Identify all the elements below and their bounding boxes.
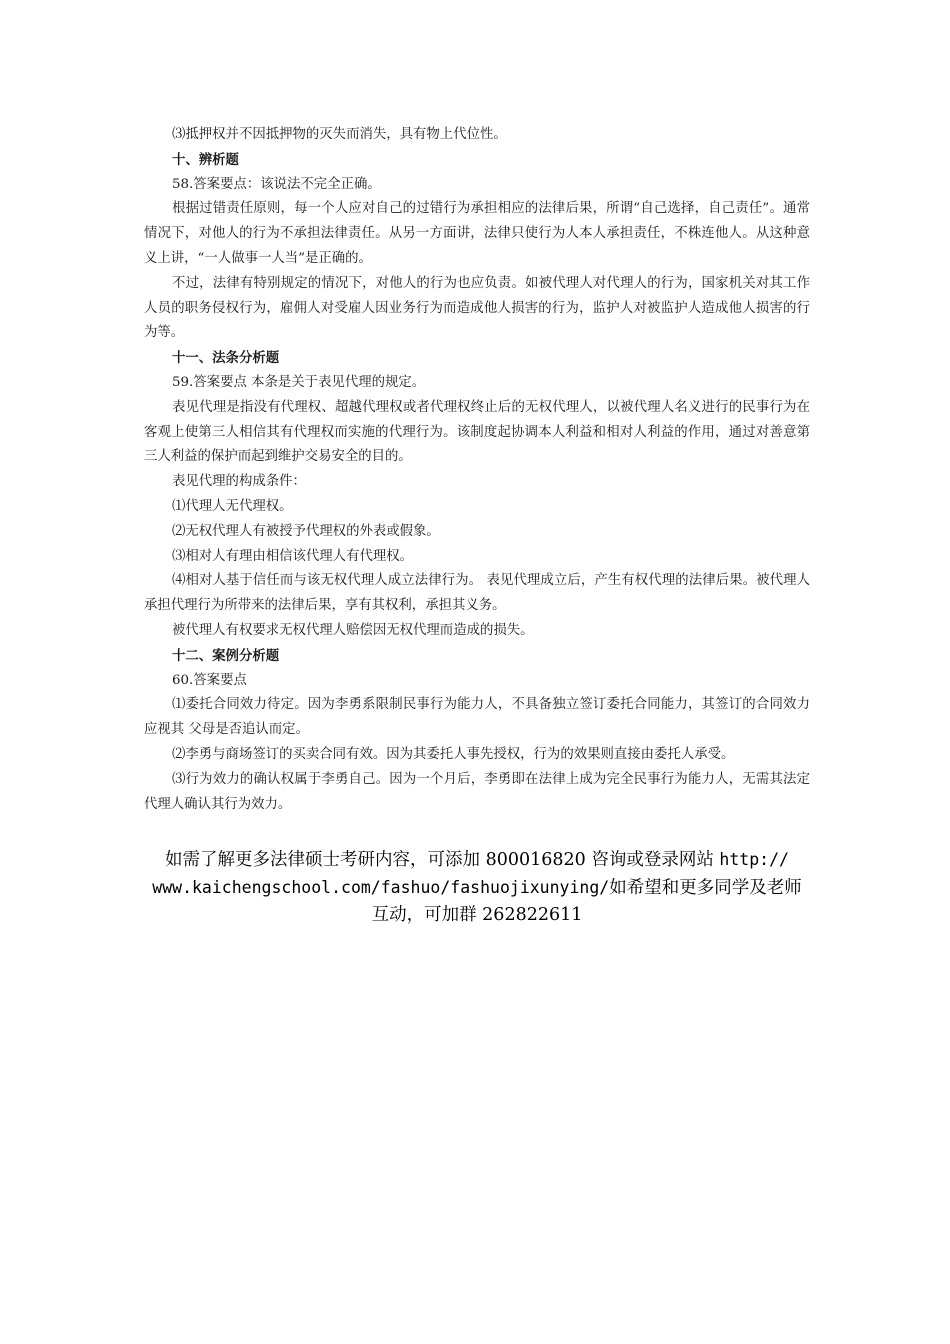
paragraph: ⑴代理人无代理权。 (172, 498, 293, 514)
paragraph: 根据过错责任原则，每一个人应对自己的过错行为承担相应的法律后果，所谓“自己选择，自己责任”。通常情况下，对他人的行为不承担法律责任。从另一方面讲，法律只使行为人本人承担责任，不株连他人。从这种意义上讲，“一人做事一人当”是正确的。 (144, 201, 810, 266)
paragraph: ⑶行为效力的确认权属于李勇自己。因为一个月后，李勇即在法律上成为完全民事行为能力人，无需其法定代理人确认其行为效力。 (144, 771, 810, 812)
promo-url-part-1[interactable]: http:// (719, 850, 789, 869)
promo-text-1: 如需了解更多法律硕士考研内容，可添加 800016820 咨询或登录网站 (165, 850, 720, 870)
paragraph: 被代理人有权要求无权代理人赔偿因无权代理而造成的损失。 (172, 622, 534, 638)
paragraph: ⑶相对人有理由相信该代理人有代理权。 (172, 548, 414, 564)
promo-text-3: 互动，可加群 262822611 (371, 905, 583, 925)
paragraph: ⑷相对人基于信任而与该无权代理人成立法律行为。 表见代理成立后，产生有权代理的法律后果。被代理人承担代理行为所带来的法律后果，享有其权利，承担其义务。 (144, 573, 810, 614)
paragraph: 58.答案要点：该说法不完全正确。 (172, 176, 381, 192)
paragraph: ⑶抵押权并不因抵押物的灭失而消失，具有物上代位性。 (172, 127, 507, 142)
section-heading: 十、辨析题 (172, 151, 239, 168)
paragraph: ⑵无权代理人有被授予代理权的外表或假象。 (172, 523, 440, 539)
paragraph: ⑵李勇与商场签订的买卖合同有效。因为其委托人事先授权，行为的效果则直接由委托人承受。 (172, 746, 735, 762)
section-heading: 十二、案例分析题 (172, 647, 280, 664)
paragraph: 59.答案要点 本条是关于表见代理的规定。 (172, 374, 426, 390)
section-heading: 十一、法条分析题 (172, 350, 280, 367)
promo-line-1 (144, 846, 810, 874)
paragraph: ⑴委托合同效力待定。因为李勇系限制民事行为能力人，不具备独立签订委托合同能力，其签订的合同效力应视其 父母是否追认而定。 (144, 697, 810, 738)
document-body (144, 123, 810, 817)
promo-text-2: 如希望和更多同学及老师 (609, 878, 802, 898)
promo-line-3 (144, 902, 810, 929)
paragraph: 表见代理的构成条件： (172, 474, 306, 490)
paragraph: 不过，法律有特别规定的情况下，对他人的行为也应负责。如被代理人对代理人的行为，国家机关对其工作人员的职务侵权行为，雇佣人对受雇人因业务行为而造成他人损害的行为，监护人对被监护人造成他人损害的行为等。 (144, 275, 810, 341)
paragraph: 表见代理是指没有代理权、超越代理权或者代理权终止后的无权代理人，以被代理人名义进行的民事行为在客观上使第三人相信其有代理权而实施的代理行为。该制度起协调本人利益和相对人利益的作用，通过对善意第三人利益的保护而起到维护交易安全的目的。 (144, 399, 810, 465)
promo-url-part-2[interactable]: www.kaichengschool.com/fashuo/fashuojixunying/ (152, 878, 610, 897)
promo-line-2 (144, 874, 810, 902)
paragraph: 60.答案要点 (172, 672, 247, 688)
promo-footer (144, 846, 810, 929)
